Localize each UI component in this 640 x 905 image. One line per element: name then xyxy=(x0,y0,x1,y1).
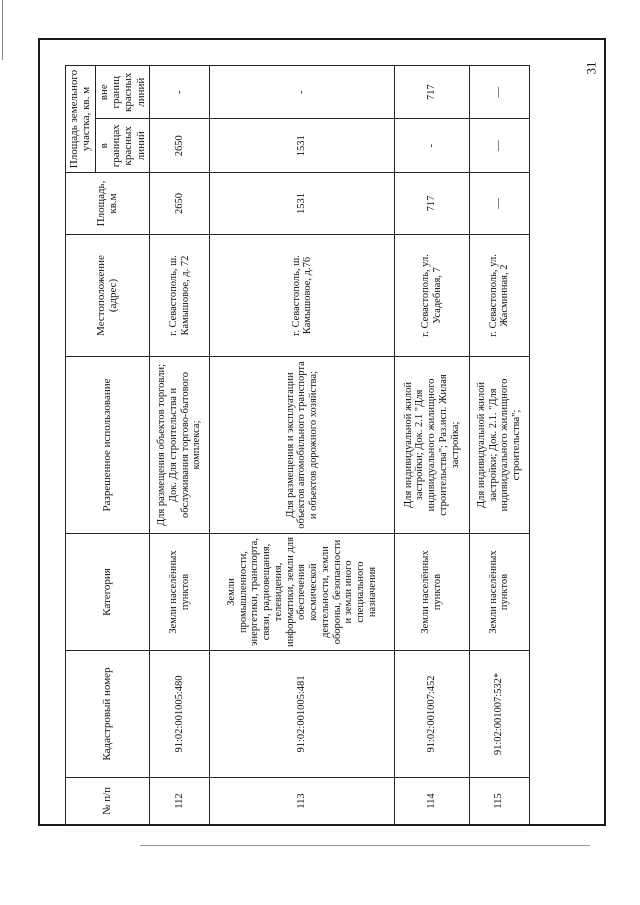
cell-within: - xyxy=(395,119,469,173)
cell-category: Земли населённых пунктов xyxy=(395,534,469,651)
rotated-table-wrapper xyxy=(65,65,530,825)
table-row xyxy=(149,66,209,825)
cell-within: 2650 xyxy=(149,119,209,173)
header-area: Площадь, кв.м xyxy=(66,173,150,235)
table-row xyxy=(469,66,530,825)
table-row xyxy=(395,66,469,825)
cell-cadastral: 91:02:001007:452 xyxy=(395,651,469,778)
land-plots-table xyxy=(65,65,530,825)
header-within: в границах красных линий xyxy=(95,119,149,173)
page-number: 31 xyxy=(583,61,599,75)
cell-cadastral: 91:02:001007:532* xyxy=(469,651,530,778)
cell-category: Земли населённых пунктов xyxy=(469,534,530,651)
table-row xyxy=(210,66,395,825)
cell-location: г. Севастополь, ш. Камышовое, д.76 xyxy=(210,235,395,357)
header-num: № п/п xyxy=(66,778,150,825)
cell-cadastral: 91:02:001005:480 xyxy=(149,651,209,778)
header-use: Разрешенное использование xyxy=(66,357,150,534)
cell-outside: - xyxy=(149,66,209,120)
cell-location: г. Севастополь, ул. Жасминная, 2 xyxy=(469,235,530,357)
cell-area: 717 xyxy=(395,173,469,235)
cell-area: — xyxy=(469,173,530,235)
cell-outside: - xyxy=(210,66,395,120)
cell-num: 112 xyxy=(149,778,209,825)
header-land-area: Площадь земельного участка, кв. м xyxy=(66,66,96,173)
cell-use: Для размещения и эксплуатации объектов автомобильного транспорта и объектов дорожного хозяйства; xyxy=(210,357,395,534)
cell-num: 114 xyxy=(395,778,469,825)
cell-area: 2650 xyxy=(149,173,209,235)
cell-area: 1531 xyxy=(210,173,395,235)
cell-use: Для индивидуальной жилой застройки; Док. 2.1. "Для индивидуального жилищного строительства"; xyxy=(469,357,530,534)
cell-num: 113 xyxy=(210,778,395,825)
header-cadastral: Кадастровый номер xyxy=(66,651,150,778)
header-location: Местоположение (адрес) xyxy=(66,235,150,357)
cell-within: — xyxy=(469,119,530,173)
cell-category: Земли промышленности, энергетики, транспорта, связи, радиовещания, телевидения, информатики, земли для обеспечения космической деятельности, земли обороны, безопасности и земли иного специального назначения xyxy=(210,534,395,651)
cell-location: г. Севастополь, ул. Усадебная, 7 xyxy=(395,235,469,357)
cell-use: Для индивидуальной жилой застройки; Док. 2.1 "Для индивидуального жилищного строительства"; Раз.исп. Жилая застройка; xyxy=(395,357,469,534)
cell-num: 115 xyxy=(469,778,530,825)
cell-use: Для размещения объектов торговли; Док. Для строительства и обслуживания торгово-бытового комплекса; xyxy=(149,357,209,534)
header-outside: вне границ красных линий xyxy=(95,66,149,120)
cell-outside: 717 xyxy=(395,66,469,120)
header-category: Категория xyxy=(66,534,150,651)
cell-within: 1531 xyxy=(210,119,395,173)
margin-mark xyxy=(2,0,3,60)
cell-cadastral: 91:02:001005:481 xyxy=(210,651,395,778)
cell-category: Земли населённых пунктов xyxy=(149,534,209,651)
cell-outside: — xyxy=(469,66,530,120)
cell-location: г. Севастополь, ш. Камышовое, д. 72 xyxy=(149,235,209,357)
footer-divider xyxy=(140,845,590,846)
